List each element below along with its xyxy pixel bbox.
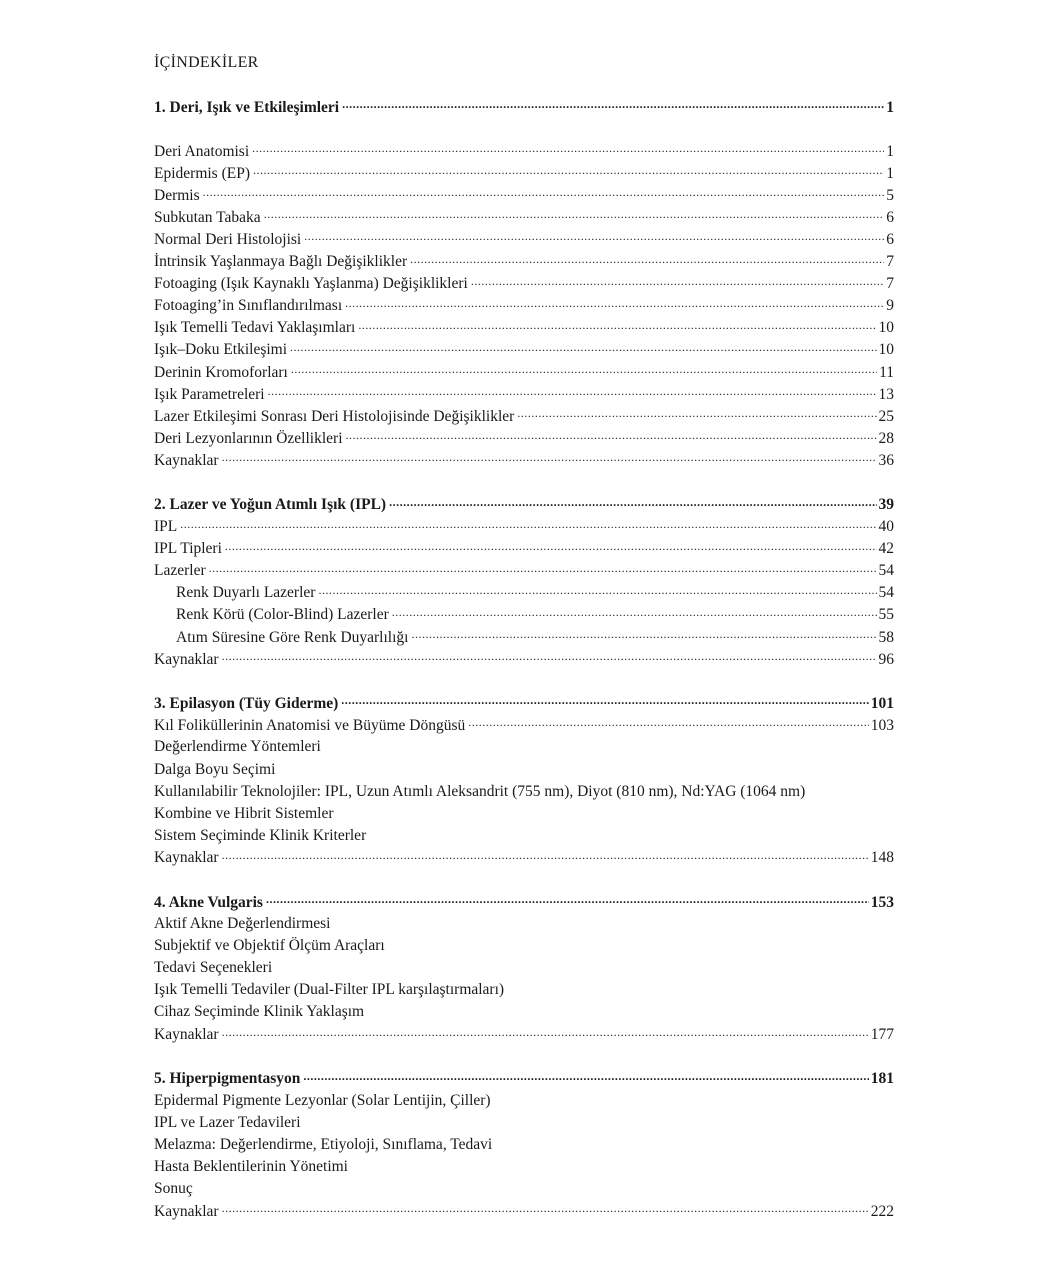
toc-entry-title: Işık Temelli Tedaviler (Dual-Filter IPL karşılaştırmaları) bbox=[154, 981, 505, 999]
dot-leader bbox=[341, 692, 868, 708]
dot-leader bbox=[222, 648, 877, 664]
toc-entry-title: Derinin Kromoforları bbox=[154, 363, 288, 381]
toc-entry bbox=[154, 427, 894, 449]
toc-entry-title: Deri Lezyonlarının Özellikleri bbox=[154, 429, 343, 447]
dot-leader bbox=[203, 184, 885, 200]
toc-entry-title: Sistem Seçiminde Klinik Kriterler bbox=[154, 826, 367, 844]
toc-entry-title: Kullanılabilir Teknolojiler: IPL, Uzun Atımlı Aleksandrit (755 nm), Diyot (810 nm), Nd:YAG (1064 nm) bbox=[154, 782, 806, 800]
toc-entry bbox=[154, 317, 894, 339]
toc-entry-title: Hasta Beklentilerinin Yönetimi bbox=[154, 1158, 348, 1176]
toc-entry bbox=[154, 140, 894, 162]
toc-page-number: 11 bbox=[879, 363, 894, 381]
toc-entry-title: Kaynaklar bbox=[154, 451, 219, 469]
toc-page-number: 6 bbox=[886, 208, 894, 226]
table-of-contents-page bbox=[154, 52, 894, 1244]
dot-leader bbox=[180, 516, 876, 532]
toc-entry bbox=[154, 273, 894, 295]
toc-entry bbox=[154, 251, 894, 273]
toc-entry-title: Tedavi Seçenekleri bbox=[154, 959, 273, 977]
toc-entry bbox=[154, 361, 894, 383]
dot-leader bbox=[517, 405, 876, 421]
dot-leader bbox=[264, 206, 885, 222]
toc-entry bbox=[154, 449, 894, 471]
dot-leader bbox=[468, 714, 868, 730]
toc-entry-title: Işık Parametreleri bbox=[154, 385, 265, 403]
dot-leader bbox=[389, 494, 876, 510]
toc-chapter-heading bbox=[154, 494, 894, 516]
toc-page-number: 36 bbox=[878, 451, 894, 469]
dot-leader bbox=[222, 1200, 869, 1216]
dot-leader bbox=[318, 582, 876, 598]
toc-entry bbox=[154, 1178, 894, 1200]
toc-entry-title: Epidermis (EP) bbox=[154, 164, 250, 182]
toc-entry-title: 5. Hiperpigmentasyon bbox=[154, 1070, 301, 1088]
toc-page-number: 101 bbox=[870, 694, 894, 712]
toc-entry bbox=[154, 538, 894, 560]
toc-entry bbox=[154, 1156, 894, 1178]
toc-page-number: 10 bbox=[878, 341, 894, 359]
toc-page-number: 1 bbox=[886, 164, 894, 182]
toc-entry bbox=[154, 582, 894, 604]
toc-page-number: 148 bbox=[870, 849, 894, 867]
toc-entry-title: Kaynaklar bbox=[154, 849, 219, 867]
dot-leader bbox=[471, 273, 884, 289]
toc-entry-title: Kaynaklar bbox=[154, 650, 219, 668]
toc-entry bbox=[154, 781, 894, 803]
toc-entry bbox=[154, 228, 894, 250]
toc-entry-title: Dermis bbox=[154, 186, 200, 204]
dot-leader bbox=[225, 538, 877, 554]
dot-leader bbox=[392, 604, 877, 620]
toc-entry bbox=[154, 825, 894, 847]
toc-section bbox=[154, 891, 894, 1046]
page-title: İÇİNDEKİLER bbox=[154, 54, 259, 71]
toc-entry-title: Kombine ve Hibrit Sistemler bbox=[154, 804, 334, 822]
toc-entry-title: 2. Lazer ve Yoğun Atımlı Işık (IPL) bbox=[154, 496, 387, 513]
toc-entry-title: Sonuç bbox=[154, 1180, 193, 1198]
toc-entry bbox=[154, 604, 894, 626]
dot-leader bbox=[346, 427, 877, 443]
toc-entry bbox=[154, 1090, 894, 1112]
toc-entry bbox=[154, 1200, 894, 1222]
dot-leader bbox=[222, 449, 877, 465]
toc-entry bbox=[154, 516, 894, 538]
toc-section bbox=[154, 692, 894, 869]
dot-leader bbox=[253, 162, 884, 178]
dot-leader bbox=[290, 339, 876, 355]
toc-entry bbox=[154, 1112, 894, 1134]
dot-leader bbox=[268, 383, 877, 399]
toc-entry bbox=[154, 339, 894, 361]
toc-page-number: 28 bbox=[878, 429, 894, 447]
toc-page-number: 177 bbox=[870, 1026, 894, 1044]
dot-leader bbox=[358, 317, 876, 333]
toc-entry-title: Işık–Doku Etkileşimi bbox=[154, 341, 288, 359]
toc-page-number: 103 bbox=[870, 716, 894, 734]
dot-leader bbox=[303, 1068, 868, 1084]
toc-page-number: 5 bbox=[886, 186, 894, 204]
toc-entry bbox=[154, 184, 894, 206]
toc-page-number: 13 bbox=[878, 385, 894, 403]
dot-leader bbox=[222, 847, 869, 863]
toc-page-number: 10 bbox=[878, 319, 894, 337]
toc-entry-title: Fotoaging (Işık Kaynaklı Yaşlanma) Değişiklikleri bbox=[154, 275, 468, 293]
toc-page-number: 42 bbox=[878, 540, 894, 558]
toc-chapter-heading bbox=[154, 96, 894, 118]
toc-entry-title: Kaynaklar bbox=[154, 1202, 219, 1220]
toc-entry bbox=[154, 295, 894, 317]
toc-entry bbox=[154, 736, 894, 758]
toc-entry-title: Melazma: Değerlendirme, Etiyoloji, Sınıflama, Tedavi bbox=[154, 1135, 493, 1153]
toc-page-number: 54 bbox=[878, 584, 894, 602]
toc-chapter-heading bbox=[154, 692, 894, 714]
toc-entry bbox=[154, 1024, 894, 1046]
toc-page-number: 7 bbox=[886, 275, 894, 293]
dot-leader bbox=[252, 140, 884, 156]
toc-entry bbox=[154, 935, 894, 957]
toc-entry bbox=[154, 626, 894, 648]
toc-entry-title: Renk Körü (Color-Blind) Lazerler bbox=[176, 606, 389, 624]
toc-page-number: 6 bbox=[886, 230, 894, 248]
dot-leader bbox=[410, 251, 884, 267]
toc-page-number: 40 bbox=[878, 518, 894, 536]
toc-entry bbox=[154, 405, 894, 427]
toc-entry-title: Subkutan Tabaka bbox=[154, 208, 261, 226]
toc-page-number: 96 bbox=[878, 650, 894, 668]
toc-entry-title: Işık Temelli Tedavi Yaklaşımları bbox=[154, 319, 356, 337]
toc-page-number: 54 bbox=[878, 562, 894, 580]
toc-entry-title: Lazer Etkileşimi Sonrası Deri Histolojisinde Değişiklikler bbox=[154, 407, 515, 425]
toc-entry-title: 1. Deri, Işık ve Etkileşimleri bbox=[154, 98, 340, 116]
dot-leader bbox=[266, 891, 869, 907]
toc-page-number: 1 bbox=[886, 142, 894, 160]
toc-entry-title: Kıl Foliküllerinin Anatomisi ve Büyüme Döngüsü bbox=[154, 716, 466, 734]
toc-page-number: 39 bbox=[878, 496, 894, 513]
toc-page-number: 7 bbox=[886, 253, 894, 271]
toc-page-number: 1 bbox=[886, 98, 894, 116]
toc-entry bbox=[154, 759, 894, 781]
toc-body bbox=[154, 96, 894, 1222]
toc-entry-title: Değerlendirme Yöntemleri bbox=[154, 738, 321, 756]
toc-entry-title: IPL bbox=[154, 518, 178, 536]
toc-entry-title: IPL ve Lazer Tedavileri bbox=[154, 1113, 301, 1131]
toc-entry bbox=[154, 913, 894, 935]
toc-entry-title: Dalga Boyu Seçimi bbox=[154, 760, 276, 778]
dot-leader bbox=[209, 560, 877, 576]
toc-entry-title: Cihaz Seçiminde Klinik Yaklaşım bbox=[154, 1003, 365, 1021]
toc-chapter-heading bbox=[154, 1068, 894, 1090]
toc-entry-title: Deri Anatomisi bbox=[154, 142, 250, 160]
toc-entry bbox=[154, 847, 894, 869]
dot-leader bbox=[342, 96, 884, 112]
toc-entry bbox=[154, 979, 894, 1001]
toc-section bbox=[154, 96, 894, 472]
toc-entry-title: IPL Tipleri bbox=[154, 540, 222, 558]
toc-page-number: 55 bbox=[878, 606, 894, 624]
toc-entry bbox=[154, 957, 894, 979]
toc-page-number: 9 bbox=[886, 297, 894, 315]
toc-section bbox=[154, 494, 894, 671]
toc-entry bbox=[154, 206, 894, 228]
toc-entry-title: İntrinsik Yaşlanmaya Bağlı Değişiklikler bbox=[154, 253, 408, 271]
toc-entry bbox=[154, 1001, 894, 1023]
dot-leader bbox=[222, 1024, 869, 1040]
toc-entry bbox=[154, 714, 894, 736]
dot-leader bbox=[345, 295, 884, 311]
toc-entry-title: 3. Epilasyon (Tüy Giderme) bbox=[154, 694, 339, 712]
toc-section bbox=[154, 1068, 894, 1223]
toc-entry bbox=[154, 803, 894, 825]
toc-page-number: 181 bbox=[870, 1070, 894, 1088]
toc-page-number: 222 bbox=[870, 1202, 894, 1220]
toc-entry bbox=[154, 1134, 894, 1156]
toc-entry-title: Renk Duyarlı Lazerler bbox=[176, 584, 316, 602]
toc-entry bbox=[154, 383, 894, 405]
toc-entry-title: Atım Süresine Göre Renk Duyarlılığı bbox=[176, 628, 409, 646]
dot-leader bbox=[291, 361, 877, 377]
toc-entry bbox=[154, 162, 894, 184]
toc-page-number: 25 bbox=[878, 407, 894, 425]
toc-page-number: 58 bbox=[878, 628, 894, 646]
toc-entry-title: Lazerler bbox=[154, 562, 206, 580]
toc-entry-title: Kaynaklar bbox=[154, 1026, 219, 1044]
toc-entry-title: Epidermal Pigmente Lezyonlar (Solar Lentijin, Çiller) bbox=[154, 1091, 491, 1109]
toc-entry bbox=[154, 648, 894, 670]
dot-leader bbox=[304, 228, 884, 244]
toc-entry-title: Subjektif ve Objektif Ölçüm Araçları bbox=[154, 937, 385, 955]
toc-entry-title: Fotoaging’in Sınıflandırılması bbox=[154, 297, 343, 315]
toc-entry-title: Aktif Akne Değerlendirmesi bbox=[154, 915, 331, 933]
toc-entry-title: 4. Akne Vulgaris bbox=[154, 893, 263, 911]
toc-entry-title: Normal Deri Histolojisi bbox=[154, 230, 302, 248]
toc-entry bbox=[154, 560, 894, 582]
toc-page-number: 153 bbox=[870, 893, 894, 911]
toc-chapter-heading bbox=[154, 891, 894, 913]
dot-leader bbox=[411, 626, 876, 642]
